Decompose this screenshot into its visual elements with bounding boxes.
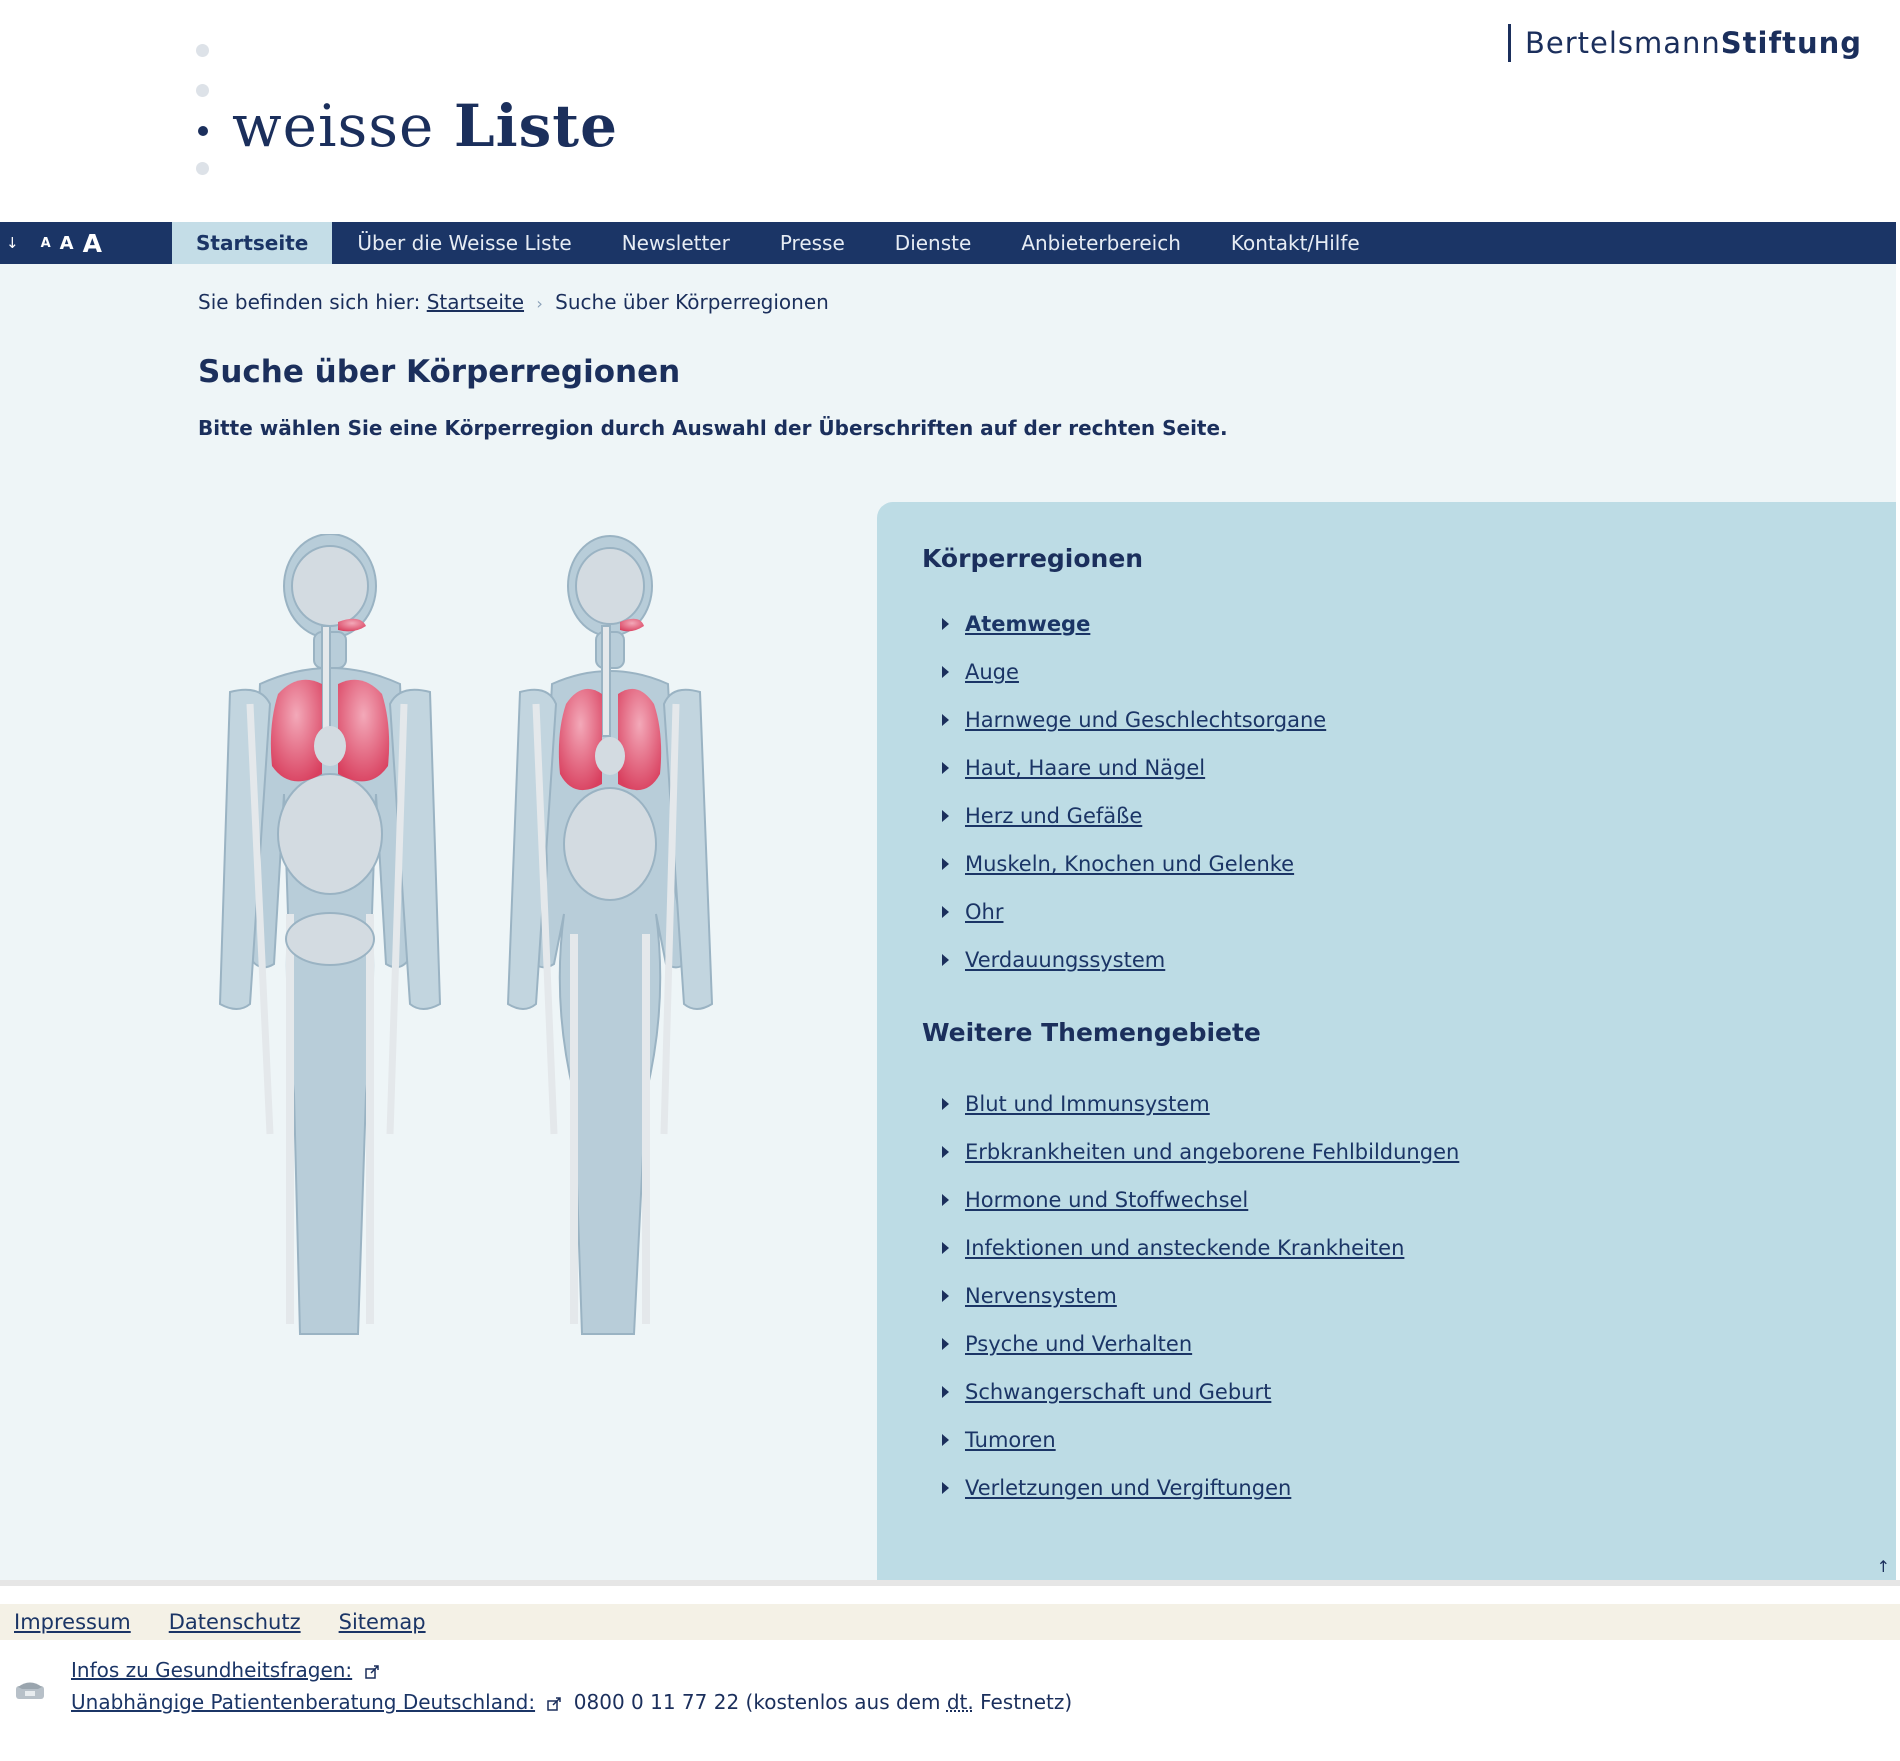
regions-heading: Körperregionen <box>922 544 1144 573</box>
bullet-arrow-icon <box>942 954 949 966</box>
phone-icon <box>14 1680 46 1700</box>
region-link-muskeln[interactable]: Muskeln, Knochen und Gelenke <box>965 852 1295 876</box>
footer-info <box>0 1644 1900 1761</box>
footer-link-impressum[interactable]: Impressum <box>14 1610 131 1634</box>
phone-number: 0800 0 11 77 22 <box>573 1690 740 1714</box>
region-link-harnwege[interactable]: Harnwege und Geschlechtsorgane <box>965 708 1327 732</box>
list-item <box>942 648 1326 696</box>
list-item <box>942 840 1326 888</box>
nav-presse[interactable]: Presse <box>779 231 845 255</box>
font-size-small-button[interactable]: A <box>40 235 51 251</box>
brand-light: Bertelsmann <box>1524 26 1721 60</box>
external-link-icon <box>547 1697 561 1711</box>
topic-link-hormone[interactable]: Hormone und Stoffwechsel <box>965 1188 1249 1212</box>
bullet-arrow-icon <box>942 1434 949 1446</box>
footer-link-datenschutz[interactable]: Datenschutz <box>168 1610 301 1634</box>
phone-note-pre: (kostenlos aus dem <box>745 1690 941 1714</box>
breadcrumb <box>198 290 829 314</box>
font-size-medium-button[interactable]: A <box>59 232 74 254</box>
bullet-arrow-icon <box>942 1290 949 1302</box>
logo-prefix: weisse <box>232 92 435 160</box>
info-line-upd <box>71 1690 1072 1714</box>
region-link-ohr[interactable]: Ohr <box>965 900 1004 924</box>
back-to-top-icon[interactable]: ↑ <box>1876 1557 1890 1576</box>
topic-link-tumoren[interactable]: Tumoren <box>965 1428 1056 1452</box>
list-item <box>942 696 1326 744</box>
list-item <box>942 1464 1459 1512</box>
main-content <box>0 264 1896 1580</box>
logo-dots <box>196 44 212 174</box>
main-navigation <box>0 222 1896 264</box>
bullet-arrow-icon <box>942 714 949 726</box>
regions-list <box>942 600 1326 984</box>
list-item <box>942 1224 1459 1272</box>
bullet-arrow-icon <box>942 810 949 822</box>
nav-startseite[interactable]: Startseite <box>172 222 332 264</box>
list-item <box>942 744 1326 792</box>
footer-link-sitemap[interactable]: Sitemap <box>338 1610 426 1634</box>
site-logo[interactable] <box>232 92 618 160</box>
bullet-arrow-icon <box>942 762 949 774</box>
bullet-arrow-icon <box>942 618 949 630</box>
skip-navigation-icon[interactable]: ↓ <box>6 234 19 252</box>
nav-anbieterbereich[interactable]: Anbieterbereich <box>1021 231 1181 255</box>
list-item <box>942 936 1326 984</box>
brand-bold: Stiftung <box>1720 26 1862 60</box>
nav-newsletter[interactable]: Newsletter <box>621 231 730 255</box>
footer-links <box>0 1604 1900 1640</box>
region-link-haut[interactable]: Haut, Haare und Nägel <box>965 756 1206 780</box>
region-link-auge[interactable]: Auge <box>965 660 1019 684</box>
list-item <box>942 1128 1459 1176</box>
list-item <box>942 792 1326 840</box>
nav-dienste[interactable]: Dienste <box>894 231 972 255</box>
bullet-arrow-icon <box>942 906 949 918</box>
bullet-arrow-icon <box>942 1194 949 1206</box>
site-header <box>0 0 1900 222</box>
phone-note-abbr: dt. <box>946 1690 974 1714</box>
nav-kontakt-hilfe[interactable]: Kontakt/Hilfe <box>1230 231 1360 255</box>
list-item <box>942 1080 1459 1128</box>
font-size-large-button[interactable]: A <box>82 228 102 258</box>
topics-list <box>942 1080 1459 1512</box>
male-figure[interactable] <box>220 534 440 1334</box>
topic-link-verletzungen[interactable]: Verletzungen und Vergiftungen <box>965 1476 1292 1500</box>
font-size-tools <box>0 222 172 264</box>
patient-advice-link[interactable]: Unabhängige Patientenberatung Deutschland: <box>71 1690 536 1714</box>
body-region-illustration[interactable] <box>190 534 750 1354</box>
bullet-arrow-icon <box>942 1386 949 1398</box>
bullet-arrow-icon <box>942 1482 949 1494</box>
bullet-arrow-icon <box>942 666 949 678</box>
list-item <box>942 1272 1459 1320</box>
topic-link-infektionen[interactable]: Infektionen und ansteckende Krankheiten <box>965 1236 1405 1260</box>
topic-link-nervensystem[interactable]: Nervensystem <box>965 1284 1117 1308</box>
breadcrumb-home-link[interactable]: Startseite <box>426 290 525 314</box>
phone-note-post: Festnetz) <box>980 1690 1073 1714</box>
bullet-arrow-icon <box>942 858 949 870</box>
info-line-health <box>71 1658 385 1682</box>
page-intro: Bitte wählen Sie eine Körperregion durch Auswahl der Überschriften auf der rechten Seite. <box>198 416 1228 440</box>
region-selection-panel <box>877 502 1896 1580</box>
logo-suffix: Liste <box>453 92 618 160</box>
topic-link-psyche[interactable]: Psyche und Verhalten <box>965 1332 1193 1356</box>
region-link-verdauungssystem[interactable]: Verdauungssystem <box>965 948 1166 972</box>
topic-link-erbkrankheiten[interactable]: Erbkrankheiten und angeborene Fehlbildungen <box>965 1140 1460 1164</box>
nav-ueber-die-weisse-liste[interactable]: Über die Weisse Liste <box>357 231 572 255</box>
topic-link-blut[interactable]: Blut und Immunsystem <box>965 1092 1210 1116</box>
bullet-arrow-icon <box>942 1098 949 1110</box>
list-item <box>942 1176 1459 1224</box>
page-title: Suche über Körperregionen <box>198 354 681 390</box>
bullet-arrow-icon <box>942 1338 949 1350</box>
breadcrumb-separator: › <box>536 294 543 313</box>
bullet-arrow-icon <box>942 1146 949 1158</box>
list-item <box>942 1416 1459 1464</box>
list-item <box>942 888 1326 936</box>
health-info-link[interactable]: Infos zu Gesundheitsfragen: <box>71 1658 353 1682</box>
female-figure[interactable] <box>508 536 712 1334</box>
topic-link-schwangerschaft[interactable]: Schwangerschaft und Geburt <box>965 1380 1272 1404</box>
breadcrumb-prefix: Sie befinden sich hier: <box>198 290 421 314</box>
topics-heading: Weitere Themengebiete <box>922 1018 1261 1047</box>
region-link-herz[interactable]: Herz und Gefäße <box>965 804 1143 828</box>
list-item <box>942 1368 1459 1416</box>
footer-divider <box>0 1580 1900 1586</box>
external-link-icon <box>365 1665 379 1679</box>
bullet-arrow-icon <box>942 1242 949 1254</box>
bertelsmann-stiftung-logo[interactable] <box>1508 24 1862 62</box>
region-link-atemwege[interactable]: Atemwege <box>965 612 1091 636</box>
breadcrumb-current: Suche über Körperregionen <box>555 290 829 314</box>
list-item <box>942 1320 1459 1368</box>
list-item <box>942 600 1326 648</box>
